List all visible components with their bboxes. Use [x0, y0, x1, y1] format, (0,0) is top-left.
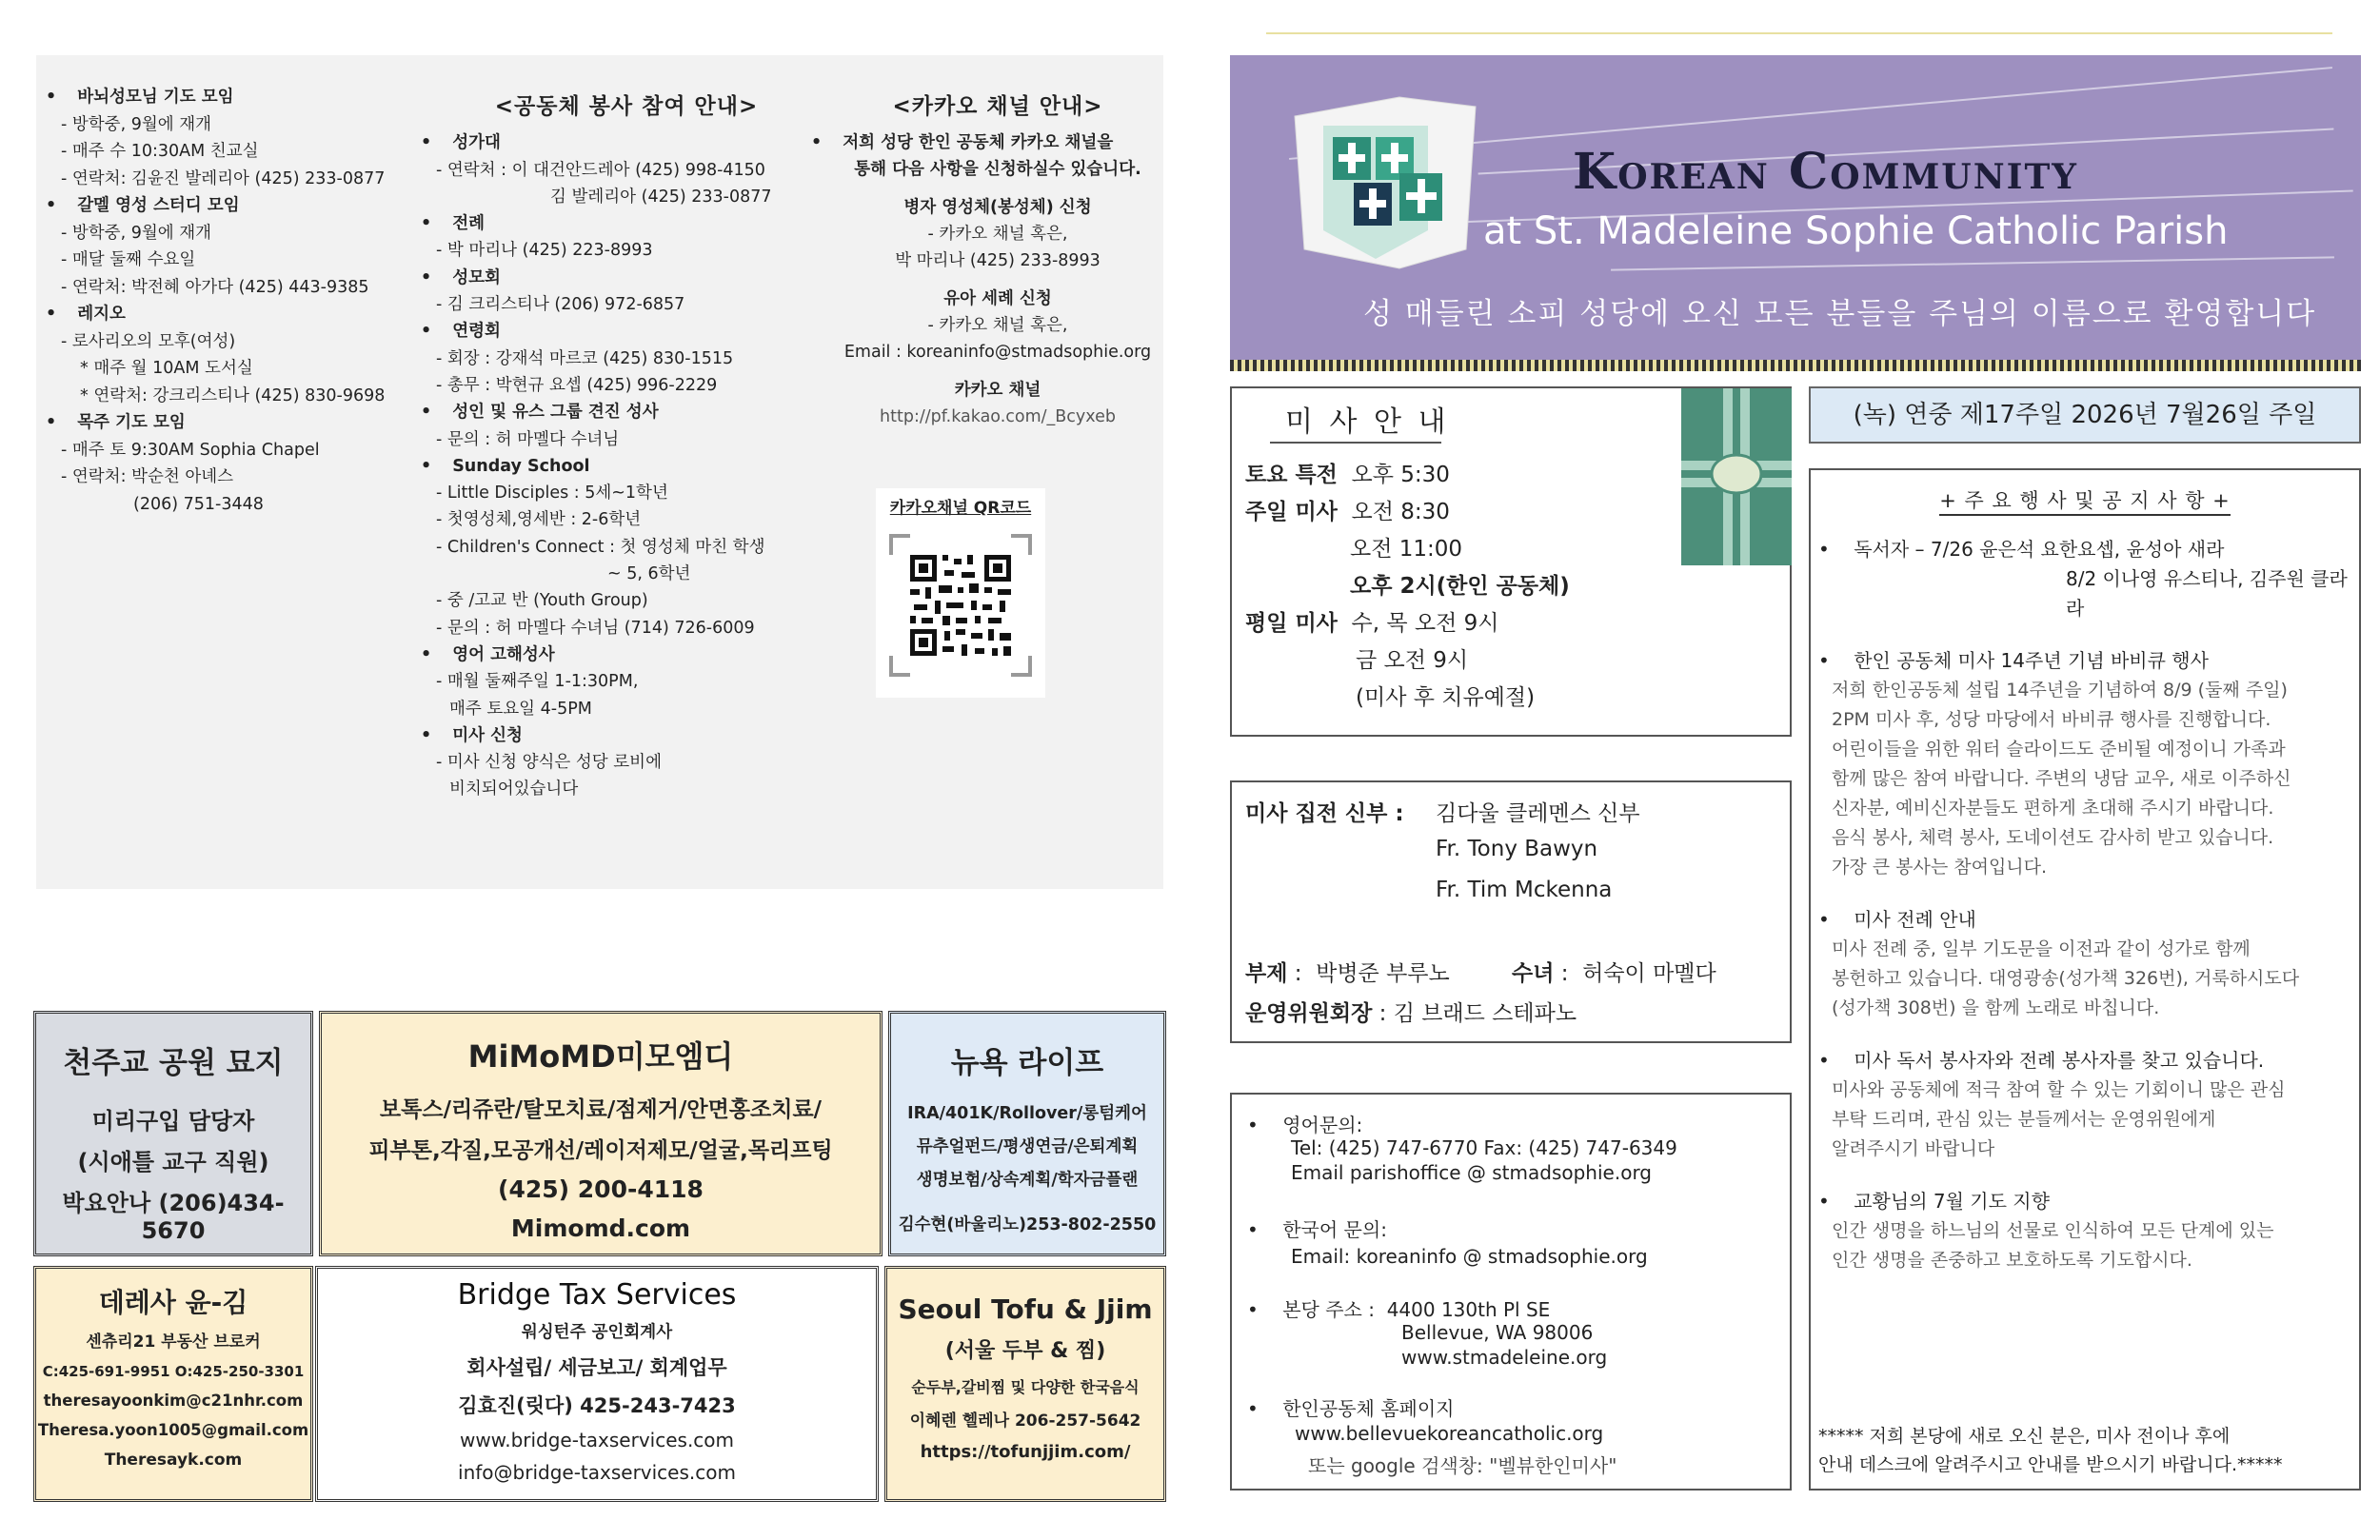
ad-line[interactable]: www.bridge-taxservices.com: [459, 1429, 735, 1451]
ad-line: 순두부,갈비찜 및 다양한 한국음식: [911, 1378, 1140, 1396]
deacon-row: 부제 : 박병준 부루노: [1245, 961, 1450, 986]
group-line: (206) 751-3448: [133, 494, 264, 514]
mass-time: (미사 후 치유예절): [1356, 685, 1536, 710]
ad-title: 뉴욕 라이프: [950, 1046, 1104, 1080]
notice-item: • 독서자 – 7/26 윤은석 요한요셉, 윤성아 새라 8/2 이나영 유스티나, 김주원 클라라: [1818, 535, 2351, 623]
volunteer-line: - 김 크리스티나 (206) 972-6857: [436, 295, 685, 315]
notices-list: [1818, 535, 2351, 1275]
cross-ribbon-icon: [1681, 388, 1792, 565]
ad-line: 보톡스/리쥬란/탈모치료/점제거/안면홍조치료/: [379, 1097, 823, 1122]
notice-item: • 미사 독서 봉사자와 전례 봉사자를 찾고 있습니다. 미사와 공동체에 적극 참여 할 수 있는 기회이니 많은 관심 부탁 드리며, 관심 있는 분들께서는 운영위원에게 알려주시기 바랍니다: [1818, 1046, 2351, 1164]
notice-title: 교황님의 7월 기도 지향: [1854, 1190, 2050, 1213]
mass-row: [1245, 605, 1498, 637]
qr-code-icon[interactable]: [889, 534, 1032, 677]
sister-label: 수녀: [1512, 961, 1555, 986]
ad-line: 김효진(릿다) 425-243-7423: [458, 1394, 736, 1417]
left-info-panel: [36, 55, 1163, 889]
ad-line: 뮤추얼펀드/평생연금/은퇴계획: [916, 1137, 1139, 1156]
ad-line[interactable]: Theresa.yoon1005@gmail.com: [37, 1421, 309, 1439]
notice-line: 미사와 공동체에 적극 참여 할 수 있는 기회이니 많은 관심: [1832, 1079, 2286, 1100]
notice-line: 인간 생명을 존중하고 보호하도록 기도합시다.: [1832, 1250, 2192, 1271]
group-line: - 방학중, 9월에 재개: [61, 223, 212, 243]
group-line: - 매주 토 9:30AM Sophia Chapel: [61, 440, 320, 460]
volunteer-line: - Little Disciples : 5세~1학년: [436, 484, 668, 503]
mass-row: [1245, 494, 1450, 525]
ad-title: 데레사 윤-김: [98, 1287, 248, 1318]
group-line: - 매달 둘째 수요일: [61, 250, 196, 269]
volunteer-line: - 회장 : 강재석 마르코 (425) 830-1515: [436, 348, 734, 368]
notice-line: 어린이들을 위한 워터 슬라이드도 준비될 예정이니 가족과: [1832, 739, 2286, 760]
volunteer-line: 매주 토요일 4-5PM: [449, 699, 592, 719]
group-title: • 갈멜 영성 스터디 모임: [42, 192, 423, 220]
liturgy-date-box: [1809, 386, 2361, 444]
ad-line[interactable]: theresayoonkim@c21nhr.com: [43, 1392, 304, 1410]
volunteer-title: • 연령회: [417, 318, 836, 345]
group-line: - 방학중, 9월에 재개: [61, 114, 212, 134]
ad-title: Bridge Tax Services: [457, 1278, 737, 1312]
ad-line: 미리구입 담당자: [91, 1108, 255, 1135]
notice-line: (성가책 308번) 을 함께 노래로 바칩니다.: [1832, 997, 2160, 1018]
clergy-box: [1230, 780, 1792, 1043]
ad-line: IRA/401K/Rollover/롱텀케어: [907, 1104, 1147, 1123]
volunteer-line: - 박 마리나 (425) 223-8993: [436, 241, 653, 261]
notices-footer: 안내 데스크에 알려주시고 안내를 받으시기 바랍니다.*****: [1818, 1454, 2283, 1475]
ad-cemetery: [33, 1011, 313, 1256]
group-title: • 레지오: [42, 301, 423, 328]
search-hint: 또는 google 검색창: "벨뷰한인미사": [1308, 1454, 1617, 1477]
volunteer-line: - 총무 : 박현규 요셉 (425) 996-2229: [436, 375, 718, 395]
kakao-intro: 통해 다음 사항을 신청하실수 있습니다.: [854, 160, 1141, 179]
volunteer-line: - 문의 : 허 마멜다 수녀님: [436, 429, 620, 449]
volunteer-title: • 성인 및 유스 그룹 견진 성사: [417, 399, 836, 425]
notice-title: 미사 독서 봉사자와 전례 봉사자를 찾고 있습니다.: [1854, 1049, 2265, 1072]
qr-label: 카카오채널 QR코드: [889, 499, 1032, 518]
ad-line[interactable]: Theresayk.com: [104, 1451, 243, 1470]
kakao-item-line: - 카카오 채널 혹은,: [927, 316, 1068, 335]
group-line: * 매주 월 10AM 도서실: [80, 359, 253, 378]
notice-line: 알려주시기 바랍니다: [1832, 1138, 1995, 1159]
group-line: * 연락처: 강크리스티나 (425) 830-9698: [80, 385, 386, 405]
volunteer-line: 비치되어있습니다: [449, 780, 579, 800]
ad-newyork-life: [888, 1011, 1166, 1256]
mass-title: 미 사 안 내: [1285, 405, 1450, 439]
ad-mimomd: [319, 1011, 883, 1256]
notice-item: • 교황님의 7월 기도 지향 인간 생명을 하느님의 선물로 인식하여 모든 단계에 있는 인간 생명을 존중하고 보호하도록 기도합시다.: [1818, 1187, 2351, 1275]
notice-title: 독서자 – 7/26 윤은석 요한요셉, 윤성아 새라: [1854, 538, 2225, 561]
notice-line: 함께 많은 참여 바랍니다. 주변의 냉담 교우, 새로 이주하신: [1832, 768, 2291, 789]
ad-line[interactable]: Mimomd.com: [510, 1214, 691, 1242]
group-line: - 매주 수 10:30AM 친교실: [61, 142, 259, 161]
ad-bridge-tax: [315, 1266, 879, 1502]
ad-title: Seoul Tofu & Jjim: [898, 1293, 1153, 1325]
group-line: - 로사리오의 모후(여성): [61, 331, 236, 351]
header-title: Korean Community: [1573, 143, 2078, 201]
ad-title: MiMoMD미모엠디: [467, 1038, 734, 1075]
header-welcome: 성 매들린 소피 성당에 오신 모든 분들을 주님의 이름으로 환영합니다: [1363, 297, 2317, 331]
sister-row: 수녀 : 허숙이 마멜다: [1512, 961, 1716, 986]
mass-time: 금 오전 9시: [1356, 648, 1469, 673]
notice-line: 저희 한인공동체 설립 14주년을 기념하여 8/9 (둘째 주일): [1832, 680, 2288, 701]
volunteer-title: • 전례: [417, 210, 836, 237]
contact-tel: Tel: (425) 747-6770 Fax: (425) 747-6349: [1291, 1136, 1677, 1159]
mass-time: 오후 2시(한인 공동체): [1350, 574, 1570, 599]
mass-time: 오후 5:30: [1351, 463, 1450, 487]
mass-label: 토요 특전: [1245, 463, 1338, 487]
ad-line[interactable]: info@bridge-taxservices.com: [458, 1461, 736, 1484]
parish-logo-icon: [1285, 88, 1514, 278]
notice-title: 한인 공동체 미사 14주년 기념 바비큐 행사: [1854, 649, 2209, 672]
notice-body: [1818, 1076, 2351, 1164]
council-label: 운영위원회장: [1245, 1001, 1373, 1026]
kakao-item-title: 유아 세례 신청: [943, 289, 1052, 308]
group-title: • 목주 기도 모임: [42, 409, 423, 437]
ad-line: (425) 200-4118: [498, 1175, 704, 1203]
volunteer-line: - 문의 : 허 마멜다 수녀님 (714) 726-6009: [436, 618, 755, 638]
notice-body: [1818, 1216, 2351, 1275]
ad-line: 피부톤,각질,모공개선/레이저제모/얼굴,목리프팅: [368, 1138, 833, 1163]
celebrant-name: 김다울 클레멘스 신부: [1436, 801, 1640, 826]
notices-title-text: + 주 요 행 사 및 공 지 사 항 +: [1939, 489, 2231, 516]
sister-name: 허숙이 마멜다: [1582, 961, 1716, 986]
ad-line: 박요안나 (206)434-5670: [62, 1190, 285, 1244]
celebrant-name: Fr. Tony Bawyn: [1436, 837, 1598, 861]
volunteer-line: - 첫영성체,영세반 : 2-6학년: [436, 510, 642, 530]
volunteer-line: 김 발레리아 (425) 233-0877: [550, 187, 772, 207]
ad-line: 워싱턴주 공인회계사: [521, 1323, 673, 1342]
notices-title: [1811, 485, 2359, 514]
kakao-item-title: 카카오 채널: [954, 381, 1041, 400]
contact-email-en[interactable]: Email parishoffice @ stmadsophie.org: [1291, 1161, 1653, 1184]
kakao-channel-link[interactable]: http://pf.kakao.com/_Bcyxeb: [880, 407, 1116, 426]
mass-time: 오전 11:00: [1350, 537, 1463, 562]
kakao-qr-card: [876, 488, 1045, 698]
notice-item: • 한인 공동체 미사 14주년 기념 바비큐 행사 저희 한인공동체 설립 14주년을 기념하여 8/9 (둘째 주일) 2PM 미사 후, 성당 마당에서 바비큐 행사를 진행합니다. 어린이들을 위한 워터 슬라이드도 준비될 예정이니 가족과 함께 많은 참여 바랍니다. 주변의 냉담 교우, 새로 이주하신 신자분, 예비신자분들도 편하게 초대해 주시기 바랍니다. 음식 봉사, 체력 봉사, 도네이션도 감사히 받고 있습니다. 가장 큰 봉사는 참여입니다.: [1818, 646, 2351, 882]
kakao-item-title: 병자 영성체(봉성체) 신청: [903, 198, 1092, 217]
ad-line: 생명보험/상속계획/학자금플랜: [916, 1171, 1139, 1190]
contact-korean: • 한국어 문의:: [1247, 1218, 1387, 1241]
volunteer-title: • 영어 고해성사: [417, 642, 836, 668]
contact-box: [1230, 1093, 1792, 1491]
celebrant-label: 미사 집전 신부 :: [1245, 801, 1404, 826]
contact-label: 한국어 문의:: [1282, 1218, 1387, 1241]
mass-label: 평일 미사: [1245, 611, 1338, 636]
ad-seoul-tofu: [884, 1266, 1166, 1502]
ad-line: 센츄리21 부동산 브로커: [86, 1333, 261, 1352]
notice-line: 음식 봉사, 체력 봉사, 도네이션도 감사히 받고 있습니다.: [1832, 827, 2274, 848]
ad-line: 이혜렌 헬레나 206-257-5642: [909, 1412, 1141, 1431]
ad-theresa: [33, 1266, 313, 1502]
volunteer-title: • 성가대: [417, 129, 836, 156]
contact-label: 본당 주소 :: [1282, 1298, 1375, 1321]
ad-line: (시애틀 교구 직원): [77, 1149, 269, 1175]
mass-row: [1245, 457, 1450, 488]
header-subtitle: at St. Madeleine Sophie Catholic Parish: [1483, 209, 2229, 253]
address-website[interactable]: www.stmadeleine.org: [1401, 1346, 1608, 1369]
groups-column: [42, 84, 423, 518]
volunteer-line: - 미사 신청 양식은 성당 로비에: [436, 753, 662, 773]
deacon-label: 부제: [1245, 961, 1288, 986]
group-line: - 연락처: 김윤진 발레리아 (425) 233-0877: [61, 168, 386, 188]
volunteer-line: - Children's Connect : 첫 영성체 마친 학생: [436, 537, 765, 557]
volunteer-heading: <공동체 봉사 참여 안내>: [494, 94, 759, 119]
notice-line: 부탁 드리며, 관심 있는 분들께서는 운영위원에게: [1832, 1109, 2216, 1130]
group-line: - 연락처: 박순천 아녜스: [61, 467, 234, 486]
liturgy-date: (녹) 연중 제17주일 2026년 7월26일 주일: [1853, 401, 2317, 429]
ad-line: 회사설립/ 세금보고/ 회계업무: [466, 1356, 727, 1379]
group-line: - 연락처: 박전혜 아가다 (425) 443-9385: [61, 277, 369, 297]
ad-line[interactable]: https://tofunjjim.com/: [920, 1442, 1131, 1462]
deacon-name: 박병준 부루노: [1316, 961, 1450, 986]
mass-title-rule: [1270, 442, 1441, 444]
header-border: [1230, 360, 2361, 371]
notice-line: 신자분, 예비신자분들도 편하게 초대해 주시기 바랍니다.: [1832, 798, 2274, 819]
notice-body: [1818, 676, 2351, 882]
ad-line: 김수현(바울리노)253-802-2550: [898, 1215, 1157, 1234]
council-name: 김 브래드 스테파노: [1393, 1001, 1577, 1026]
ad-title: 천주교 공원 묘지: [63, 1046, 284, 1080]
volunteer-line: - 중 /고교 반 (Youth Group): [436, 591, 648, 611]
header-banner: [1230, 55, 2361, 369]
celebrant-name: Fr. Tim Mckenna: [1436, 878, 1613, 902]
notice-line: 미사 전례 중, 일부 기도문을 이전과 같이 성가로 함께: [1832, 938, 2251, 959]
notice-title: 미사 전례 안내: [1854, 908, 1976, 931]
volunteer-line: ~ 5, 6학년: [607, 564, 691, 584]
volunteer-title: • Sunday School: [417, 453, 836, 480]
kakao-heading: <카카오 채널 안내>: [892, 94, 1103, 119]
volunteer-line: - 매월 둘째주일 1-1:30PM,: [436, 672, 639, 692]
notice-item: • 미사 전례 안내 미사 전례 중, 일부 기도문을 이전과 같이 성가로 함께 봉헌하고 있습니다. 대영광송(성가책 326번), 거룩하시도다 (성가책 308번) 을 함께 노래로 바칩니다.: [1818, 905, 2351, 1023]
top-rule: [1266, 32, 2332, 34]
kakao-item-line: - 카카오 채널 혹은,: [927, 225, 1068, 244]
kakao-item-line: 박 마리나 (425) 233-8993: [895, 251, 1101, 270]
notice-line: 8/2 이나영 유스티나, 김주원 클라라: [2066, 567, 2348, 620]
contact-label: 영어문의:: [1282, 1114, 1363, 1136]
mass-time: 오전 8:30: [1351, 500, 1450, 524]
notice-body: [1818, 935, 2351, 1023]
volunteer-title: • 미사 신청: [417, 722, 836, 749]
group-title: • 바뇌성모님 기도 모임: [42, 84, 423, 111]
address-line: 4400 130th Pl SE: [1386, 1298, 1551, 1321]
volunteer-title: • 성모회: [417, 265, 836, 291]
mass-schedule-box: [1230, 386, 1792, 737]
mass-time: 수, 목 오전 9시: [1351, 611, 1499, 636]
mass-label: 주일 미사: [1245, 500, 1338, 524]
volunteer-column: [417, 93, 836, 803]
ad-line: C:425-691-9951 O:425-250-3301: [42, 1363, 305, 1380]
homepage-link[interactable]: www.bellevuekoreancatholic.org: [1295, 1422, 1604, 1445]
council-row: 운영위원회장 : 김 브래드 스테파노: [1245, 1001, 1577, 1026]
notice-line: 인간 생명을 하느님의 선물로 인식하여 모든 단계에 있는: [1832, 1220, 2274, 1241]
notice-line: 봉헌하고 있습니다. 대영광송(성가책 326번), 거룩하시도다: [1832, 968, 2300, 989]
contact-address: • 본당 주소 : 4400 130th Pl SE: [1247, 1298, 1551, 1321]
ad-line: (서울 두부 & 찜): [944, 1339, 1106, 1363]
notices-box: [1809, 468, 2361, 1491]
kakao-intro: • 저희 성당 한인 공동체 카카오 채널을: [807, 129, 1188, 156]
address-line: Bellevue, WA 98006: [1401, 1321, 1594, 1344]
kakao-item-line: Email : koreaninfo@stmadsophie.org: [843, 343, 1152, 362]
notice-line: 가장 큰 봉사는 참여입니다.: [1832, 857, 2048, 878]
notice-line: 2PM 미사 후, 성당 마당에서 바비큐 행사를 진행합니다.: [1832, 709, 2271, 730]
contact-homepage: • 한인공동체 홈페이지: [1247, 1397, 1455, 1420]
volunteer-line: - 연락처 : 이 대건안드레아 (425) 998-4150: [436, 160, 765, 180]
kakao-column: [807, 93, 1188, 430]
contact-email-ko[interactable]: Email: koreaninfo @ stmadsophie.org: [1291, 1245, 1648, 1268]
notices-footer: ***** 저희 본당에 새로 오신 분은, 미사 전이나 후에: [1818, 1426, 2231, 1447]
contact-label: 한인공동체 홈페이지: [1282, 1397, 1455, 1420]
contact-english: • 영어문의:: [1247, 1114, 1363, 1136]
